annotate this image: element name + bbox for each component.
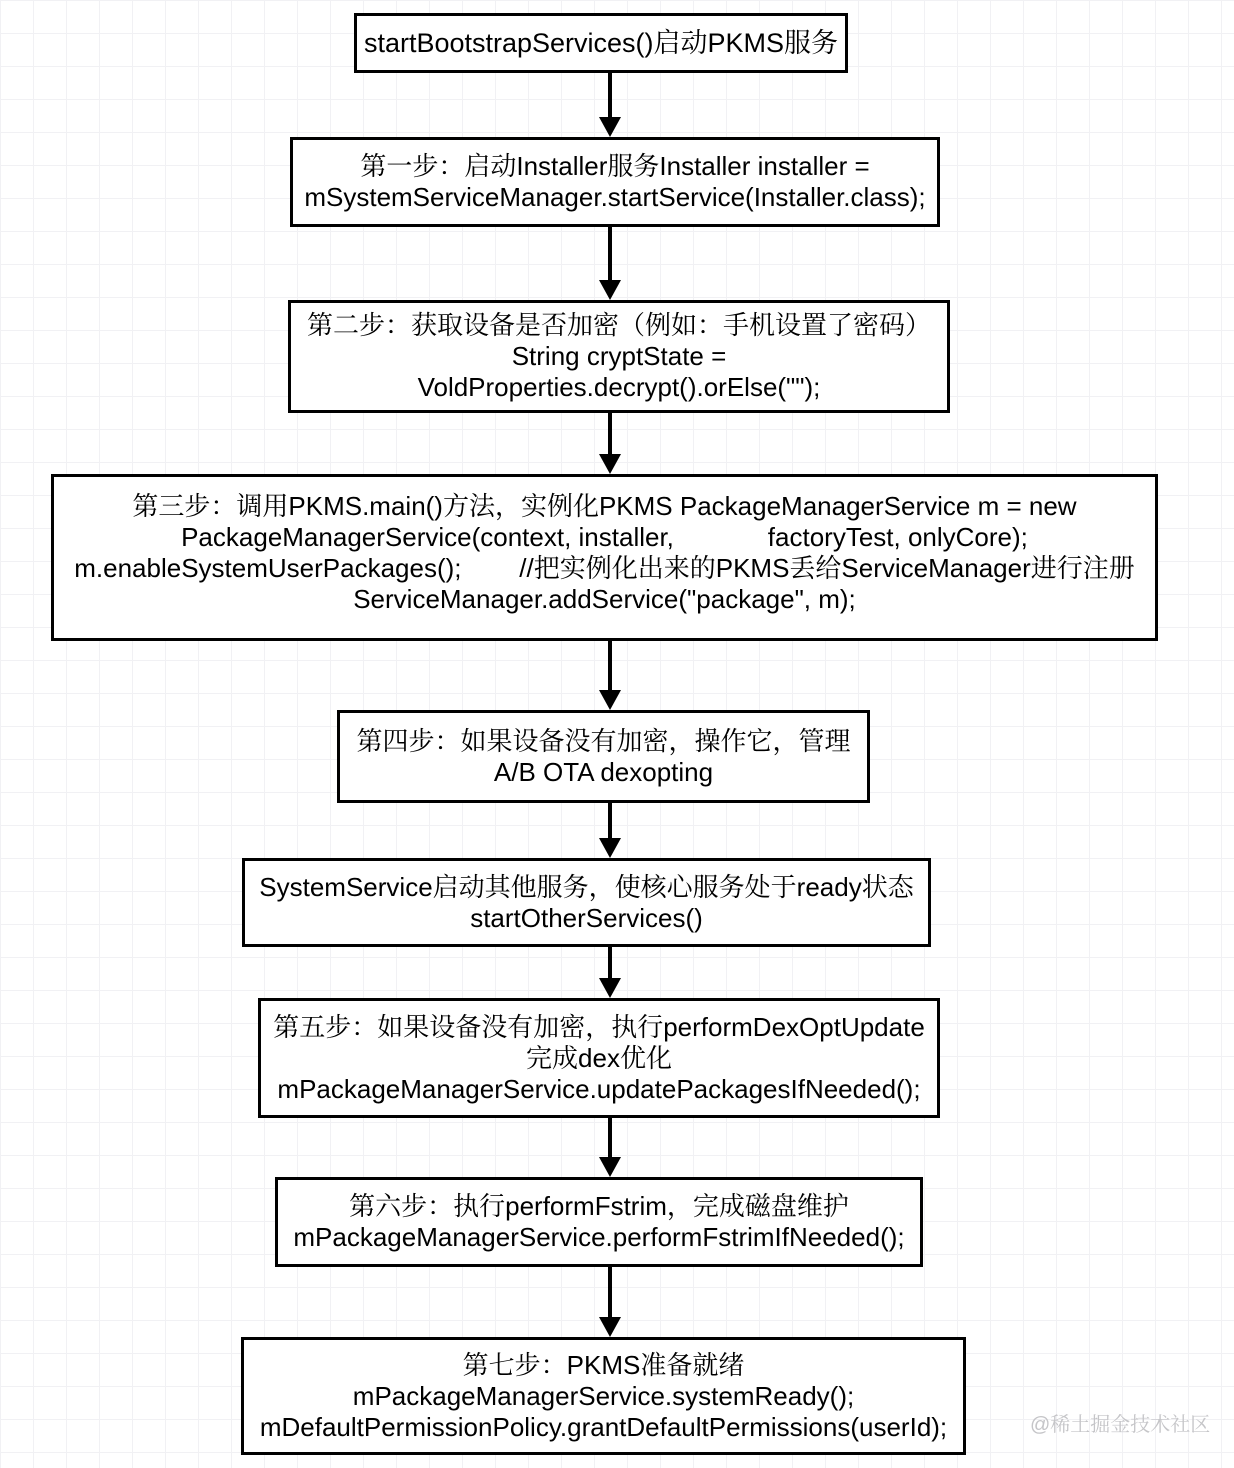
flow-arrow-2 xyxy=(599,227,621,300)
flow-node-text-line: mPackageManagerService.updatePackagesIfNeeded(); xyxy=(277,1073,921,1104)
flow-node-text-line: mSystemServiceManager.startService(Installer.class); xyxy=(304,182,926,212)
flow-arrow-7 xyxy=(599,1118,621,1177)
flow-node-step-1 xyxy=(290,137,940,227)
arrow-stem xyxy=(608,1118,612,1157)
flow-node-text-line: 第一步：启动Installer服务Installer installer = xyxy=(360,151,870,181)
arrow-head-icon xyxy=(599,838,621,858)
arrow-stem xyxy=(608,947,612,978)
flow-node-text-line: PackageManagerService(context, installer, factoryTest, onlyCore); xyxy=(181,522,1028,552)
flow-node-text-line: m.enableSystemUserPackages(); //把实例化出来的PKMS丢给ServiceManager进行注册 xyxy=(74,553,1135,583)
flow-node-text-line: 第四步：如果设备没有加密，操作它，管理 xyxy=(356,725,851,756)
flow-arrow-4 xyxy=(599,641,621,710)
flow-node-text-line: 第五步：如果设备没有加密，执行performDexOptUpdate xyxy=(273,1011,925,1042)
arrow-stem xyxy=(608,641,612,690)
flow-node-text-line: 第二步：获取设备是否加密（例如：手机设置了密码） xyxy=(306,310,931,340)
arrow-head-icon xyxy=(599,1157,621,1177)
arrow-head-icon xyxy=(599,280,621,300)
flow-node-step-7 xyxy=(241,1337,966,1455)
flow-arrow-1 xyxy=(599,73,621,137)
flow-node-step-3 xyxy=(51,474,1158,641)
flow-node-text-line: startBootstrapServices()启动PKMS服务 xyxy=(363,27,839,58)
arrow-head-icon xyxy=(599,1317,621,1337)
flow-arrow-6 xyxy=(599,947,621,998)
arrow-head-icon xyxy=(599,978,621,998)
arrow-head-icon xyxy=(599,117,621,137)
arrow-stem xyxy=(608,227,612,280)
flow-node-text-line: 第三步：调用PKMS.main()方法，实例化PKMS PackageManagerService m = new xyxy=(132,491,1077,521)
arrow-stem xyxy=(608,413,612,454)
flow-node-text-line: startOtherServices() xyxy=(470,902,703,933)
flow-node-text-line: VoldProperties.decrypt().orElse(""); xyxy=(417,372,821,402)
watermark: @稀土掘金技术社区 xyxy=(1030,1414,1211,1436)
flow-node-text-line: 完成dex优化 xyxy=(526,1042,672,1073)
flow-node-step-2 xyxy=(288,300,950,413)
arrow-head-icon xyxy=(599,454,621,474)
flow-arrow-5 xyxy=(599,803,621,858)
flow-arrow-8 xyxy=(599,1267,621,1337)
flow-node-text-line: mDefaultPermissionPolicy.grantDefaultPermissions(userId); xyxy=(259,1411,948,1442)
arrow-stem xyxy=(608,73,612,117)
flow-node-text-line: 第六步：执行performFstrim，完成磁盘维护 xyxy=(349,1191,849,1221)
flow-node-step-5 xyxy=(258,998,940,1118)
flow-node-text-line: 第七步：PKMS准备就绪 xyxy=(462,1349,745,1380)
flow-node-text-line: A/B OTA dexopting xyxy=(493,756,714,787)
flow-node-text-line: String cryptState = xyxy=(511,341,727,371)
flow-node-start-other-services xyxy=(242,858,931,947)
flow-node-step-6 xyxy=(275,1177,923,1267)
flow-arrow-3 xyxy=(599,413,621,474)
arrow-head-icon xyxy=(599,690,621,710)
flow-node-step-4 xyxy=(337,710,870,803)
flow-node-text-line: ServiceManager.addService("package", m); xyxy=(353,584,856,614)
arrow-stem xyxy=(608,803,612,838)
flow-node-text-line: mPackageManagerService.systemReady(); xyxy=(352,1380,855,1411)
flow-node-text-line: SystemService启动其他服务，使核心服务处于ready状态 xyxy=(259,871,914,902)
arrow-stem xyxy=(608,1267,612,1317)
flow-node-start-bootstrap xyxy=(354,13,848,73)
flow-node-text-line: mPackageManagerService.performFstrimIfNeeded(); xyxy=(293,1222,905,1252)
